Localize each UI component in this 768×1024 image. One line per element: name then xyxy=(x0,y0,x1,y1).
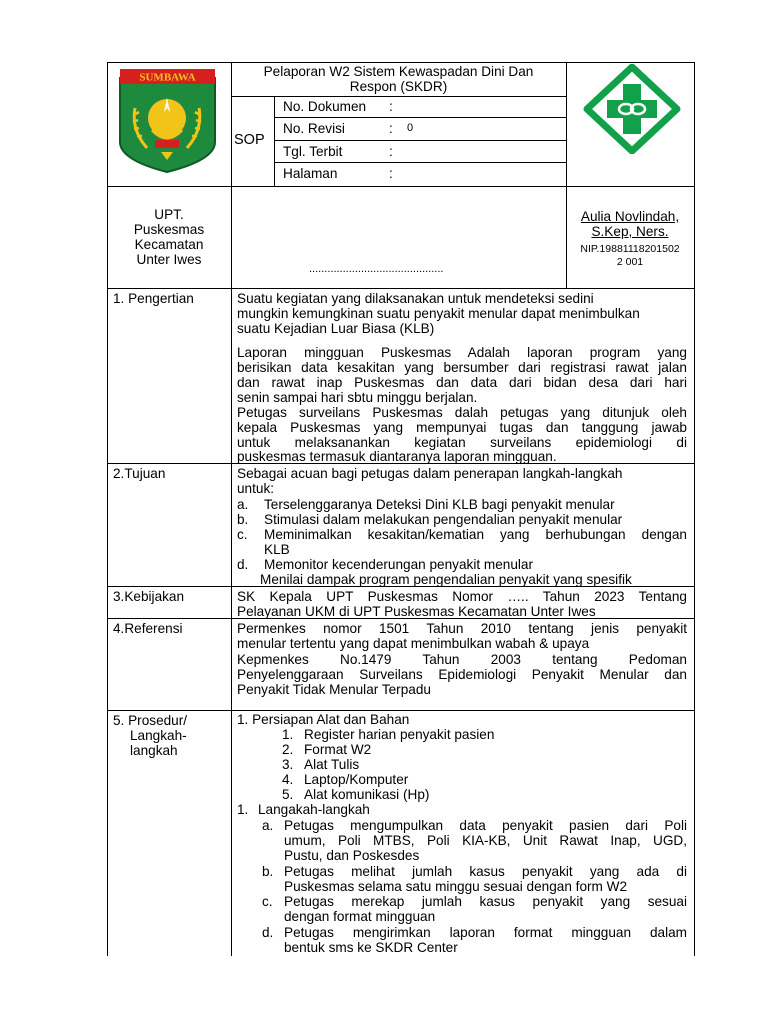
tujuan-item: Stimulasi dalam melakukan pengendalian penyakit menular xyxy=(264,512,623,527)
document-title xyxy=(231,64,566,94)
meta-sep-no-revisi: : xyxy=(389,121,393,136)
step-marker: a. xyxy=(262,818,274,833)
meta-divider-1 xyxy=(274,117,566,118)
org-line: UPT. xyxy=(154,207,184,222)
org-name xyxy=(107,207,231,267)
persiapan-title: 1. Persiapan Alat dan Bahan xyxy=(237,712,410,727)
meta-divider-3 xyxy=(274,162,566,163)
col-divider-1 xyxy=(231,62,232,956)
sop-divider xyxy=(274,96,275,186)
section-label-referensi: 4.Referensi xyxy=(113,621,183,636)
org-line: Puskesmas xyxy=(133,222,205,237)
tujuan-marker: a. xyxy=(237,497,249,512)
step-line: dengan format mingguan xyxy=(284,909,436,924)
referensi-line: Penyelenggaraan Surveilans Epidemiologi Penyakit Menular dan xyxy=(237,667,687,682)
alat-no: 5. xyxy=(282,787,294,802)
tujuan-marker: b. xyxy=(237,512,249,527)
pengertian-line: kepala Puskesmas yang mempunyai tugas dan tanggung jawab xyxy=(237,420,687,435)
prosedur-label-line: langkah xyxy=(130,743,178,758)
tujuan-marker: c. xyxy=(237,527,248,542)
section-label-kebijakan: 3.Kebijakan xyxy=(113,589,185,604)
alat-no: 3. xyxy=(282,757,294,772)
table-border-left xyxy=(107,62,108,956)
kebijakan-line: Pelayanan UKM di UPT Puskesmas Kecamatan Unter Iwes xyxy=(237,604,596,619)
langkah-no: 1. xyxy=(237,802,249,817)
pengertian-line: senin sampai hari sbtu minggu berjalan. xyxy=(237,390,478,405)
pengertian-line: Suatu kegiatan yang dilaksanakan untuk mendeteksi sedini xyxy=(237,291,594,306)
tujuan-item: Terselenggaranya Deteksi Dini KLB bagi penyakit menular xyxy=(264,497,615,512)
step-line: umum, Poli MTBS, Poli KIA-KB, Unit Rawat Inap, UGD, xyxy=(284,833,687,848)
tujuan-item: KLB xyxy=(264,542,290,557)
tujuan-marker: d. xyxy=(237,557,249,572)
meta-divider-2 xyxy=(274,140,566,141)
referensi-line: Kepmenkes No.1479 Tahun 2003 tentang Pedoman xyxy=(237,652,687,667)
signer-line: S.Kep, Ners. xyxy=(591,224,669,239)
sop-label: SOP xyxy=(234,132,265,148)
referensi-line: menular tertentu yang dapat menimbulkan wabah & upaya xyxy=(237,636,590,651)
title-line-2: Respon (SKDR) xyxy=(349,79,448,94)
section-label-pengertian: 1. Pengertian xyxy=(113,291,194,306)
table-border-right xyxy=(694,62,695,956)
langkah-title: Langakah-langkah xyxy=(258,802,370,817)
pengertian-line: suatu Kejadian Luar Biasa (KLB) xyxy=(237,321,435,336)
tujuan-item: Meminimalkan kesakitan/kematian yang berhubungan dengan xyxy=(264,527,687,542)
row-divider-5 xyxy=(107,710,694,711)
org-line: Kecamatan xyxy=(134,237,204,252)
step-line: Pustu, dan Poskesdes xyxy=(284,848,420,863)
sumbawa-logo xyxy=(117,68,218,174)
alat-item: Register harian penyakit pasien xyxy=(304,727,495,742)
meta-label-no-dokumen: No. Dokumen xyxy=(283,99,367,114)
meta-label-no-revisi: No. Revisi xyxy=(283,121,345,136)
step-line: Petugas melihat jumlah kasus penyakit yang ada di xyxy=(284,864,687,879)
meta-label-halaman: Halaman xyxy=(283,166,338,181)
alat-item: Laptop/Komputer xyxy=(304,772,409,787)
meta-sep-tgl-terbit: : xyxy=(389,144,393,159)
signer-line: Aulia Novlindah, xyxy=(580,209,680,224)
logo-banner-text: SUMBAWA xyxy=(139,71,196,84)
tujuan-item: Menilai dampak program pengendalian penyakit yang spesifik xyxy=(260,572,632,587)
alat-no: 4. xyxy=(282,772,294,787)
step-marker: b. xyxy=(262,864,274,879)
pengertian-line: mungkin kemungkinan suatu penyakit menular dapat menimbulkan xyxy=(237,306,640,321)
meta-label-tgl-terbit: Tgl. Terbit xyxy=(283,144,343,159)
step-marker: d. xyxy=(262,925,274,940)
referensi-line: Permenkes nomor 1501 Tahun 2010 tentang jenis penyakit xyxy=(237,621,687,636)
tujuan-item: Memonitor kecenderungan penyakit menular xyxy=(264,557,534,572)
nip-line: 2 001 xyxy=(616,256,644,268)
row-divider-1 xyxy=(107,288,694,289)
step-line: Petugas mengumpulkan data penyakit pasien dari Poli xyxy=(284,818,687,833)
step-line: Puskesmas selama satu minggu sesuai dengan form W2 xyxy=(284,879,628,894)
pengertian-line: Petugas surveilans Puskesmas dalah petugas yang ditunjuk oleh xyxy=(237,405,687,420)
section-label-tujuan: 2.Tujuan xyxy=(113,466,166,481)
section-label-prosedur xyxy=(113,713,187,758)
alat-item: Alat Tulis xyxy=(304,757,360,772)
pengertian-line: puskesmas termasuk diantaranya laporan mingguan. xyxy=(237,449,557,464)
tujuan-intro: Sebagai acuan bagi petugas dalam penerapan langkah-langkah xyxy=(237,466,623,481)
prosedur-label-line: Langkah- xyxy=(130,728,187,743)
pengertian-line: Laporan mingguan Puskesmas Adalah laporan program yang xyxy=(237,345,687,360)
title-divider xyxy=(231,96,566,97)
step-marker: c. xyxy=(262,894,273,909)
pengertian-line: berisikan data kesakitan yang bersumber dari registrasi rawat jalan xyxy=(237,360,687,375)
prosedur-label-line: 5. Prosedur/ xyxy=(113,713,188,728)
meta-sep-no-dokumen: : xyxy=(389,99,393,114)
step-line: Petugas mengirimkan laporan format mingguan dalam xyxy=(284,925,687,940)
alat-no: 1. xyxy=(282,727,294,742)
kebijakan-line: SK Kepala UPT Puskesmas Nomor ….. Tahun 2023 Tentang xyxy=(237,589,687,604)
pengertian-line: untuk melaksanankan kegiatan surveilans epidemiologi di xyxy=(237,435,687,450)
row-divider-header xyxy=(107,186,694,187)
org-line: Unter Iwes xyxy=(136,252,202,267)
step-line: bentuk sms ke SKDR Center xyxy=(284,940,458,955)
alat-no: 2. xyxy=(282,742,294,757)
referensi-line: Penyakit Tidak Menular Terpadu xyxy=(237,682,431,697)
signature-line: ............................................ xyxy=(309,263,444,275)
pengertian-line: dan rawat inap Puskesmas dan data dari bidan desa dari hari xyxy=(237,375,687,390)
signer-name xyxy=(566,209,694,239)
alat-item: Alat komunikasi (Hp) xyxy=(304,787,430,802)
step-line: Petugas merekap jumlah kasus penyakit yang sesuai xyxy=(284,894,687,909)
alat-item: Format W2 xyxy=(304,742,372,757)
puskesmas-logo xyxy=(582,64,682,154)
title-line-1: Pelaporan W2 Sistem Kewaspadan Dini Dan xyxy=(263,64,534,79)
nip-line: NIP.19881118201502 xyxy=(580,243,680,255)
meta-value-no-revisi: 0 xyxy=(407,122,414,134)
meta-sep-halaman: : xyxy=(389,166,393,181)
tujuan-intro: untuk: xyxy=(237,481,275,496)
table-border-top xyxy=(107,62,694,63)
signer-nip xyxy=(566,243,694,269)
